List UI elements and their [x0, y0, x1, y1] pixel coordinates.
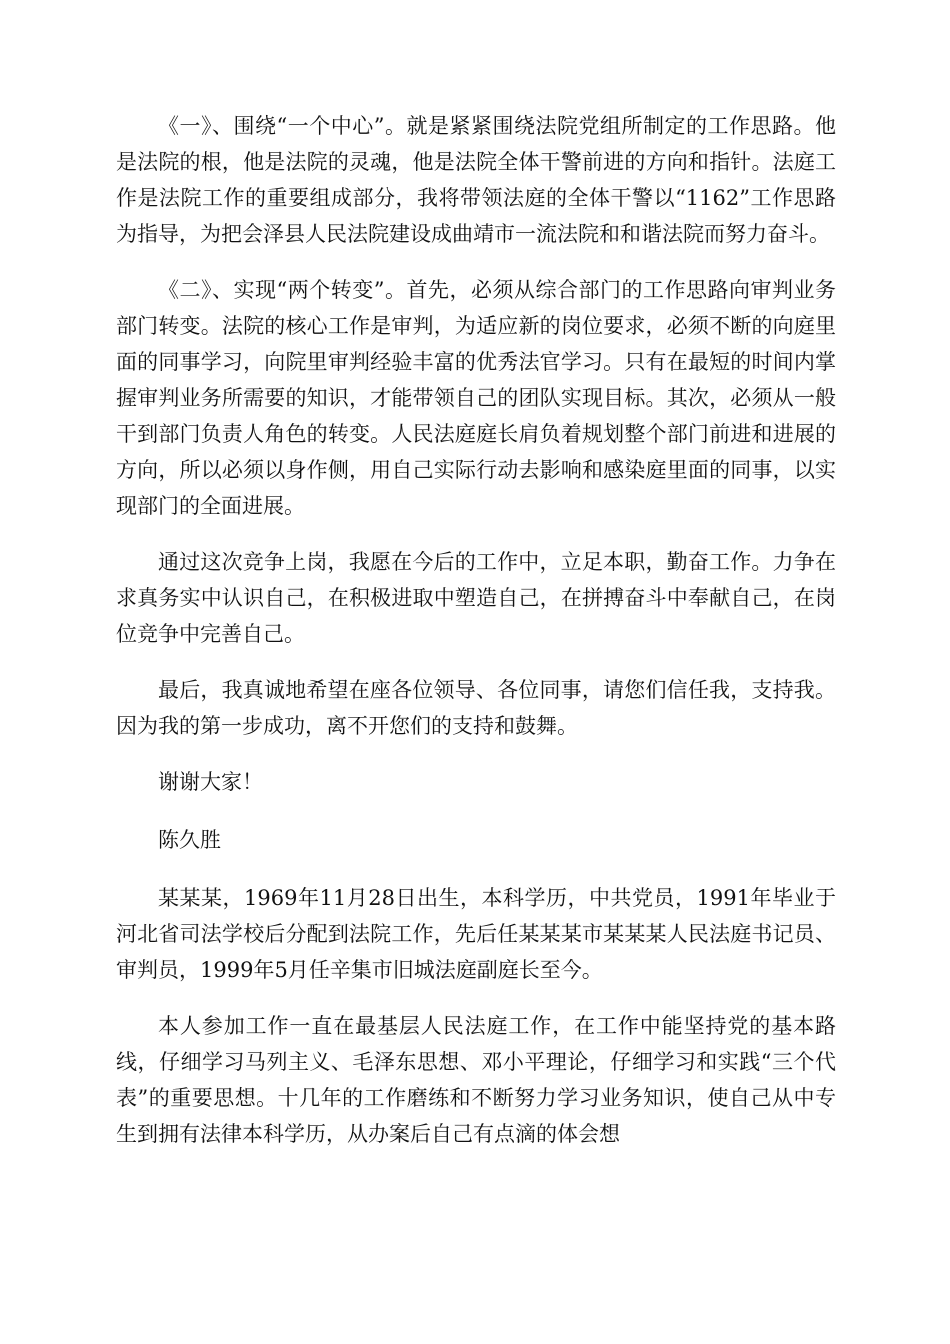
- paragraph-thanks: 谢谢大家！: [158, 770, 263, 794]
- paragraph-commitment: 通过这次竞争上岗，我愿在今后的工作中，立足本职，勤奋工作。力争在求真务实中认识自己，在积极进取中塑造自己，在拼搏奋斗中奉献自己，在岗位竞争中完善自己。: [116, 550, 836, 646]
- paragraph-one-center: 《一》、围绕“一个中心”。就是紧紧围绕法院党组所制定的工作思路。他是法院的根，他是法院的灵魂，他是法院全体干警前进的方向和指针。法庭工作是法院工作的重要组成部分，我将带领法庭的全体干警以“1162”工作思路为指导，为把会泽县人民法院建设成曲靖市一流法院和和谐法院而努力奋斗。: [116, 114, 836, 246]
- paragraph-two-transformations: 《二》、实现“两个转变”。首先，必须从综合部门的工作思路向审判业务部门转变。法院的核心工作是审判，为适应新的岗位要求，必须不断的向庭里面的同事学习，向院里审判经验丰富的优秀法官学习。只有在最短的时间内掌握审判业务所需要的知识，才能带领自己的团队实现目标。其次，必须从一般干到部门负责人角色的转变。人民法庭庭长肩负着规划整个部门前进和进展的方向，所以必须以身作侧，用自己实际行动去影响和感染庭里面的同事，以实现部门的全面进展。: [116, 278, 836, 518]
- paragraph-biography: 某某某，1969年11月28日出生，本科学历，中共党员，1991年毕业于河北省司法学校后分配到法院工作，先后任某某某市某某某人民法庭书记员、审判员，1999年5月任辛集市旧城法庭副庭长至今。: [116, 886, 836, 982]
- paragraph-signature: 陈久胜: [158, 828, 221, 852]
- paragraph-closing-request: 最后，我真诚地希望在座各位领导、各位同事，请您们信任我，支持我。因为我的第一步成功，离不开您们的支持和鼓舞。: [116, 678, 836, 738]
- paragraph-work-experience: 本人参加工作一直在最基层人民法庭工作，在工作中能坚持党的基本路线，仔细学习马列主义、毛泽东思想、邓小平理论，仔细学习和实践“三个代表”的重要思想。十几年的工作磨练和不断努力学习业务知识，使自己从中专生到拥有法律本科学历，从办案后自己有点滴的体会想: [116, 1014, 836, 1146]
- document-page: [116, 108, 836, 1172]
